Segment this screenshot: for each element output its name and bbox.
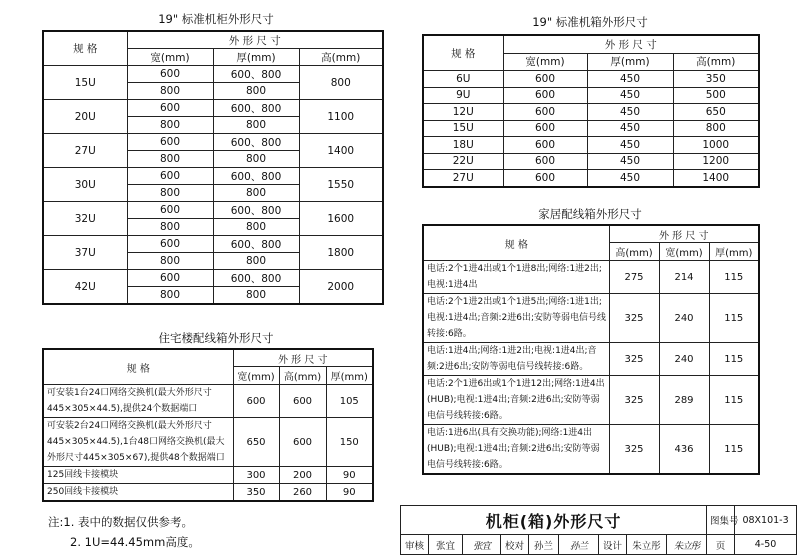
width-cell: 800 [127,185,213,202]
width-cell: 600 [503,87,587,104]
header-depth: 厚(mm) [326,367,373,385]
spec-cell: 125回线卡接模块 [43,467,233,484]
depth-cell: 115 [709,343,759,376]
note-line-1: 注:1. 表中的数据仅供参考。 [48,515,194,529]
spec-cell: 电话:2个1进2出或1个1进5出;网络:1进1出;电视:1进4出;音频:2进6出;安防等弱电信号线转接:6路。 [423,294,609,343]
table-row [43,270,383,287]
depth-cell: 800 [213,219,299,236]
width-cell: 600 [503,104,587,121]
width-cell: 600 [503,71,587,88]
reviewer-signature: 张宜 [463,535,501,555]
depth-cell: 450 [587,137,673,154]
header-spec: 规 格 [423,225,609,261]
depth-cell: 800 [213,151,299,168]
design-label: 设计 [599,535,627,555]
header-dims: 外 形 尺 寸 [127,31,383,49]
width-cell: 300 [233,467,279,484]
page-number: 4-50 [735,535,797,555]
spec-cell: 30U [43,168,127,202]
drawing-title: 机柜(箱)外形尺寸 [401,506,707,535]
height-cell: 325 [609,343,659,376]
header-dims: 外 形 尺 寸 [503,35,759,53]
table-row [423,294,759,343]
table-row [43,66,383,83]
width-cell: 800 [127,253,213,270]
height-cell: 350 [673,71,759,88]
depth-cell: 450 [587,71,673,88]
height-cell: 600 [279,385,326,418]
rack-box-table [422,34,760,188]
home-box-table [422,224,760,475]
height-cell: 800 [299,66,383,100]
width-cell: 240 [659,343,709,376]
depth-cell: 600、800 [213,66,299,83]
height-cell: 800 [673,120,759,137]
width-cell: 800 [127,117,213,134]
width-cell: 600 [127,270,213,287]
spec-cell: 电话:2个1进4出或1个1进8出;网络:1进2出;电视:1进4出 [423,261,609,294]
depth-cell: 90 [326,484,373,502]
height-cell: 1200 [673,153,759,170]
height-cell: 325 [609,376,659,425]
table-row [423,261,759,294]
review-label: 审核 [401,535,429,555]
width-cell: 600 [233,385,279,418]
width-cell: 600 [503,137,587,154]
rack-box-title: 19" 标准机箱外形尺寸 [532,15,648,29]
spec-cell: 电话:2个1进6出或1个1进12出;网络:1进4出(HUB);电视:1进4出;音频:2进6出;安防等弱电信号线转接:6路。 [423,376,609,425]
spec-cell: 15U [423,120,503,137]
table-row [43,134,383,151]
spec-cell: 20U [43,100,127,134]
table-row [423,71,759,88]
checker-signature: 孙兰 [559,535,599,555]
table-row [43,100,383,117]
depth-cell: 115 [709,425,759,475]
spec-cell: 27U [423,170,503,187]
depth-cell: 115 [709,261,759,294]
spec-cell: 12U [423,104,503,121]
height-cell: 1100 [299,100,383,134]
header-height: 高(mm) [673,53,759,71]
header-width: 宽(mm) [503,53,587,71]
width-cell: 600 [127,202,213,219]
atlas-number: 08X101-3 [735,506,797,535]
height-cell: 260 [279,484,326,502]
rack-cabinet-title: 19" 标准机柜外形尺寸 [158,12,274,26]
depth-cell: 450 [587,120,673,137]
home-box-title: 家居配线箱外形尺寸 [538,207,642,221]
width-cell: 214 [659,261,709,294]
width-cell: 600 [503,170,587,187]
depth-cell: 600、800 [213,134,299,151]
spec-cell: 9U [423,87,503,104]
depth-cell: 450 [587,170,673,187]
width-cell: 800 [127,151,213,168]
spec-cell: 42U [43,270,127,305]
height-cell: 1400 [673,170,759,187]
width-cell: 600 [127,134,213,151]
spec-cell: 37U [43,236,127,270]
width-cell: 600 [503,120,587,137]
height-cell: 1000 [673,137,759,154]
rack-cabinet-table [42,30,384,305]
width-cell: 600 [127,66,213,83]
table-row [423,170,759,187]
header-dims: 外 形 尺 寸 [233,349,373,367]
checker-name: 孙兰 [529,535,559,555]
depth-cell: 800 [213,287,299,305]
header-height: 高(mm) [609,243,659,261]
table-row [43,484,373,502]
spec-cell: 电话:1进6出(具有交换功能);网络:1进4出(HUB);电视:1进4出;音频:2进6出;安防等弱电信号线转接:6路。 [423,425,609,475]
width-cell: 350 [233,484,279,502]
header-depth: 厚(mm) [587,53,673,71]
height-cell: 1600 [299,202,383,236]
header-width: 宽(mm) [659,243,709,261]
header-spec: 规 格 [43,349,233,385]
table-row [43,467,373,484]
header-width: 宽(mm) [127,49,213,66]
table-row [423,153,759,170]
height-cell: 650 [673,104,759,121]
height-cell: 1800 [299,236,383,270]
height-cell: 600 [279,418,326,467]
header-height: 高(mm) [299,49,383,66]
depth-cell: 600、800 [213,236,299,253]
header-spec: 规 格 [43,31,127,66]
depth-cell: 105 [326,385,373,418]
width-cell: 800 [127,287,213,305]
table-row [423,120,759,137]
depth-cell: 450 [587,87,673,104]
title-block [400,505,797,555]
width-cell: 800 [127,83,213,100]
width-cell: 600 [127,236,213,253]
depth-cell: 150 [326,418,373,467]
width-cell: 650 [233,418,279,467]
width-cell: 800 [127,219,213,236]
table-row [43,202,383,219]
depth-cell: 600、800 [213,270,299,287]
check-label: 校对 [501,535,529,555]
depth-cell: 115 [709,376,759,425]
depth-cell: 115 [709,294,759,343]
depth-cell: 450 [587,153,673,170]
header-depth: 厚(mm) [213,49,299,66]
width-cell: 436 [659,425,709,475]
table-row [423,87,759,104]
table-row [423,376,759,425]
residential-box-title: 住宅楼配线箱外形尺寸 [158,331,274,345]
height-cell: 2000 [299,270,383,305]
spec-cell: 电话:1进4出;网络:1进2出;电视:1进4出;音频:2进6出;安防等弱电信号线转接:6路。 [423,343,609,376]
spec-cell: 18U [423,137,503,154]
depth-cell: 800 [213,253,299,270]
note-line-2: 2. 1U=44.45mm高度。 [70,535,200,549]
page-label: 页 [707,535,735,555]
residential-box-table [42,348,374,502]
spec-cell: 32U [43,202,127,236]
atlas-label: 图集号 [707,506,735,535]
depth-cell: 600、800 [213,100,299,117]
header-width: 宽(mm) [233,367,279,385]
table-row [43,385,373,418]
header-dims: 外 形 尺 寸 [609,225,759,243]
header-spec: 规 格 [423,35,503,71]
designer-signature: 朱立彤 [667,535,707,555]
spec-cell: 可安装1台24口网络交换机(最大外形尺寸445×305×44.5),提供24个数据端口 [43,385,233,418]
table-row [423,425,759,475]
spec-cell: 15U [43,66,127,100]
table-row [423,137,759,154]
width-cell: 600 [503,153,587,170]
depth-cell: 800 [213,117,299,134]
height-cell: 275 [609,261,659,294]
depth-cell: 800 [213,185,299,202]
height-cell: 325 [609,294,659,343]
depth-cell: 600、800 [213,168,299,185]
table-row [43,236,383,253]
spec-cell: 250回线卡接模块 [43,484,233,502]
height-cell: 200 [279,467,326,484]
depth-cell: 600、800 [213,202,299,219]
table-row [43,418,373,467]
depth-cell: 90 [326,467,373,484]
width-cell: 289 [659,376,709,425]
height-cell: 1550 [299,168,383,202]
header-height: 高(mm) [279,367,326,385]
height-cell: 325 [609,425,659,475]
depth-cell: 450 [587,104,673,121]
header-depth: 厚(mm) [709,243,759,261]
width-cell: 600 [127,168,213,185]
width-cell: 240 [659,294,709,343]
height-cell: 500 [673,87,759,104]
table-row [423,343,759,376]
spec-cell: 22U [423,153,503,170]
spec-cell: 可安装2台24口网络交换机(最大外形尺寸445×305×44.5),1台48口网络交换机(最大外形尺寸445×305×67),提供48个数据端口 [43,418,233,467]
width-cell: 600 [127,100,213,117]
depth-cell: 800 [213,83,299,100]
table-row [423,104,759,121]
spec-cell: 27U [43,134,127,168]
spec-cell: 6U [423,71,503,88]
reviewer-name: 张宜 [429,535,463,555]
notes [48,512,200,552]
table-row [43,168,383,185]
height-cell: 1400 [299,134,383,168]
designer-name: 朱立彤 [627,535,667,555]
